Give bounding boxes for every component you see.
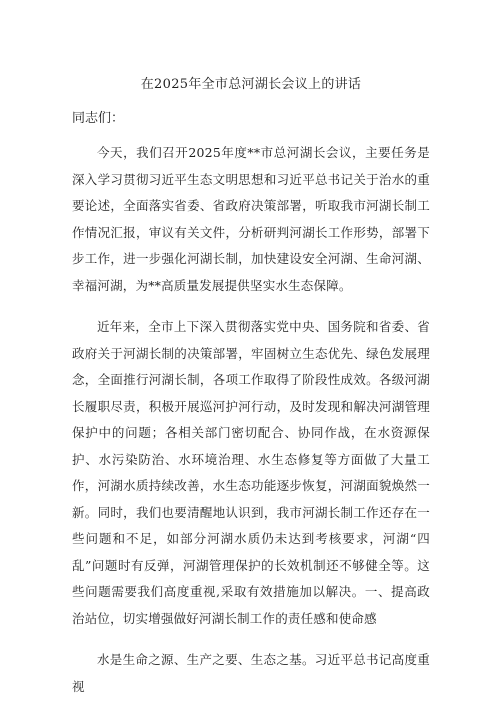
document-title: 在2025年全市总河湖长会议上的讲话 [140,77,362,92]
paragraph-review: 近年来，全市上下深入贯彻落实党中央、国务院和省委、省政府关于河湖长制的决策部署，牢固树立生态优先、绿色发展理念，全面推行河湖长制，各项工作取得了阶段性成效。各级河湖长履职尽责，积极开展巡河护河行动，及时发现和解决河湖管理保护中的问题；各相关部门密切配合、协同作战，在水资源保护、水污染防治、水环境治理、水生态修复等方面做了大量工作，河湖水质持续改善，水生态功能逐步恢复，河湖面貌焕然一新。同时，我们也要清醒地认识到，我市河湖长制工作还存在一些问题和不足，如部分河湖水质仍未达到考核要求，河湖“四乱”问题时有反弹，河湖管理保护的长效机制还不够健全等。这些问题需要我们高度重视,采取有效措施加以解决。一、提高政治站位，切实增强做好河湖长制工作的责任感和使命感 [72,319,430,626]
salutation: 同志们： [72,111,125,126]
paragraph-opening: 今天，我们召开2025年度**市总河湖长会议，主要任务是深入学习贯彻习近平生态文明思想和习近平总书记关于治水的重要论述，全面落实省委、省政府决策部署，听取我市河湖长制工作情况汇报，审议有关文件，分析研判河湖长工作形势，部署下步工作，进一步强化河湖长制，加快建设安全河湖、生命河湖、幸福河湖，为**高质量发展提供坚实水生态保障。 [72,145,430,293]
paragraph-water: 水是生命之源、生产之要、生态之基。习近平总书记高度重视 [72,652,430,694]
